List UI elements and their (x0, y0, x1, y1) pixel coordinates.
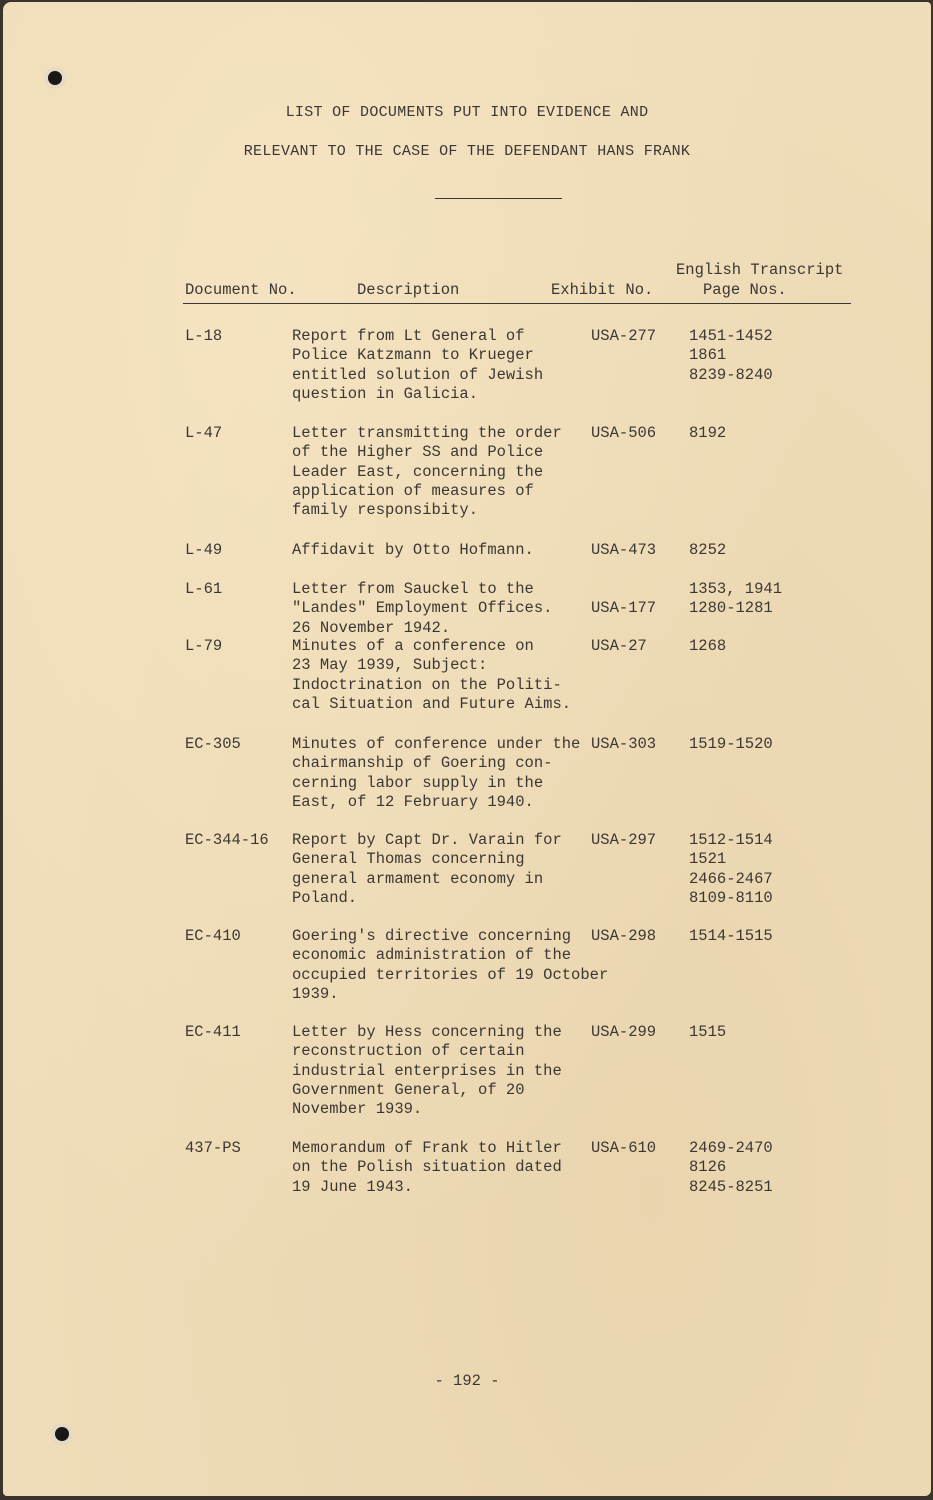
description-line: Memorandum of Frank to Hitler (292, 1139, 562, 1157)
document-number: EC-344-16 (185, 831, 269, 849)
description-line: cerning labor supply in the (292, 773, 544, 792)
column-header-document-no: Document No. (185, 281, 297, 299)
document-number: EC-305 (185, 735, 241, 753)
page-range: 1280-1281 (689, 599, 773, 618)
description-line: Police Katzmann to Krueger (292, 346, 534, 365)
transcript-pages (689, 327, 773, 385)
document-number: 437-PS (185, 1139, 241, 1157)
description (292, 1023, 562, 1119)
page-range: 8109-8110 (689, 888, 773, 907)
page-range: 1519-1520 (689, 735, 773, 753)
description-line: General Thomas concerning (292, 850, 525, 869)
description-line: Leader East, concerning the (292, 462, 544, 481)
description-line: chairmanship of Goering con- (292, 754, 553, 773)
header-divider (183, 303, 851, 304)
page-range: 8252 (689, 541, 727, 559)
description (292, 541, 534, 560)
document-title-line-2: RELEVANT TO THE CASE OF THE DEFENDANT HANS FRANK (243, 143, 691, 160)
exhibit-number: USA-177 (591, 599, 657, 618)
description-line: 19 June 1943. (292, 1177, 413, 1196)
exhibit-number: USA-277 (591, 327, 657, 345)
description-line: Minutes of conference under the (292, 735, 581, 753)
description-line: 1939. (292, 984, 339, 1003)
exhibit-number: USA-473 (591, 541, 657, 559)
description-line: economic administration of the (292, 946, 572, 965)
page-range: 2469-2470 (689, 1139, 773, 1157)
description-line: entitled solution of Jewish (292, 365, 544, 384)
description-line: cal Situation and Future Aims. (292, 694, 572, 713)
page-range: 8245-8251 (689, 1177, 773, 1196)
column-header-exhibit-no: Exhibit No. (551, 281, 654, 299)
description-line: 23 May 1939, Subject: (292, 656, 488, 675)
transcript-pages (689, 1139, 773, 1197)
description (292, 327, 543, 404)
description-line: Government General, of 20 (292, 1080, 525, 1099)
page-range: 1861 (689, 346, 727, 365)
description-line: "Landes" Employment Offices. (292, 599, 553, 618)
description-line: reconstruction of certain (292, 1042, 525, 1061)
description-line: Report by Capt Dr. Varain for (292, 831, 562, 849)
description (292, 424, 562, 520)
page-range: 1268 (689, 637, 727, 655)
description (292, 580, 552, 638)
column-header-transcript: English Transcript (676, 261, 844, 279)
page-range: 1521 (689, 850, 727, 869)
description (292, 735, 580, 812)
document-title-line-1: LIST OF DOCUMENTS PUT INTO EVIDENCE AND (285, 104, 649, 121)
description-line: family responsibity. (292, 501, 479, 520)
page-range: 2466-2467 (689, 869, 773, 888)
exhibit-number: USA-506 (591, 424, 657, 442)
description-line: Report from Lt General of (292, 327, 525, 345)
transcript-pages (689, 424, 726, 443)
description-line: occupied territories of 19 October (292, 965, 609, 984)
punch-hole-top (48, 71, 62, 85)
transcript-pages (689, 831, 773, 908)
description-line: East, of 12 February 1940. (292, 792, 534, 811)
transcript-pages (689, 1023, 726, 1042)
page-range: 1515 (689, 1023, 727, 1041)
document-number: EC-411 (185, 1023, 241, 1041)
description-line: Letter by Hess concerning the (292, 1023, 562, 1041)
description (292, 1139, 562, 1197)
transcript-pages (689, 580, 782, 619)
description (292, 831, 562, 908)
description-line: Letter transmitting the order (292, 424, 562, 442)
exhibit-number: USA-298 (591, 927, 657, 945)
description-line: industrial enterprises in the (292, 1061, 562, 1080)
page-range: 8192 (689, 424, 727, 442)
page-range: 8126 (689, 1158, 727, 1177)
description-line: November 1939. (292, 1100, 423, 1119)
punch-hole-bottom (55, 1427, 69, 1441)
transcript-pages (689, 927, 773, 946)
transcript-pages (689, 541, 726, 560)
description-line: application of measures of (292, 481, 534, 500)
document-number: L-79 (185, 637, 223, 655)
transcript-pages (689, 637, 726, 656)
description-line: on the Polish situation dated (292, 1158, 562, 1177)
exhibit-number: USA-297 (591, 831, 657, 849)
description-line: Letter from Sauckel to the (292, 580, 534, 598)
page-range: 1512-1514 (689, 831, 773, 849)
description-line: general armament economy in (292, 869, 544, 888)
description (292, 637, 571, 714)
column-header-page-nos: Page Nos. (703, 281, 787, 299)
description (292, 927, 608, 1004)
document-number: L-49 (185, 541, 223, 559)
page-number: - 192 - (434, 1372, 500, 1390)
page-range: 1451-1452 (689, 327, 773, 345)
description-line: Affidavit by Otto Hofmann. (292, 541, 534, 559)
exhibit-number: USA-299 (591, 1023, 657, 1041)
page-range: 1353, 1941 (689, 580, 783, 598)
transcript-pages (689, 735, 773, 754)
document-number: L-18 (185, 327, 223, 345)
description-line: Indoctrination on the Politi- (292, 675, 562, 694)
description-line: Minutes of a conference on (292, 637, 534, 655)
description-line: 26 November 1942. (292, 618, 451, 637)
exhibit-number: USA-27 (591, 637, 647, 655)
description-line: question in Galicia. (292, 384, 479, 403)
exhibit-number: USA-303 (591, 735, 657, 753)
title-divider (435, 198, 562, 199)
description-line: Poland. (292, 888, 358, 907)
document-number: L-47 (185, 424, 223, 442)
description-line: of the Higher SS and Police (292, 443, 544, 462)
document-number: L-61 (185, 580, 223, 598)
document-number: EC-410 (185, 927, 241, 945)
exhibit-number: USA-610 (591, 1139, 657, 1157)
page-range: 1514-1515 (689, 927, 773, 945)
description-line: Goering's directive concerning (292, 927, 572, 945)
column-header-description: Description (357, 281, 460, 299)
page-range: 8239-8240 (689, 365, 773, 384)
document-page (3, 2, 931, 1496)
